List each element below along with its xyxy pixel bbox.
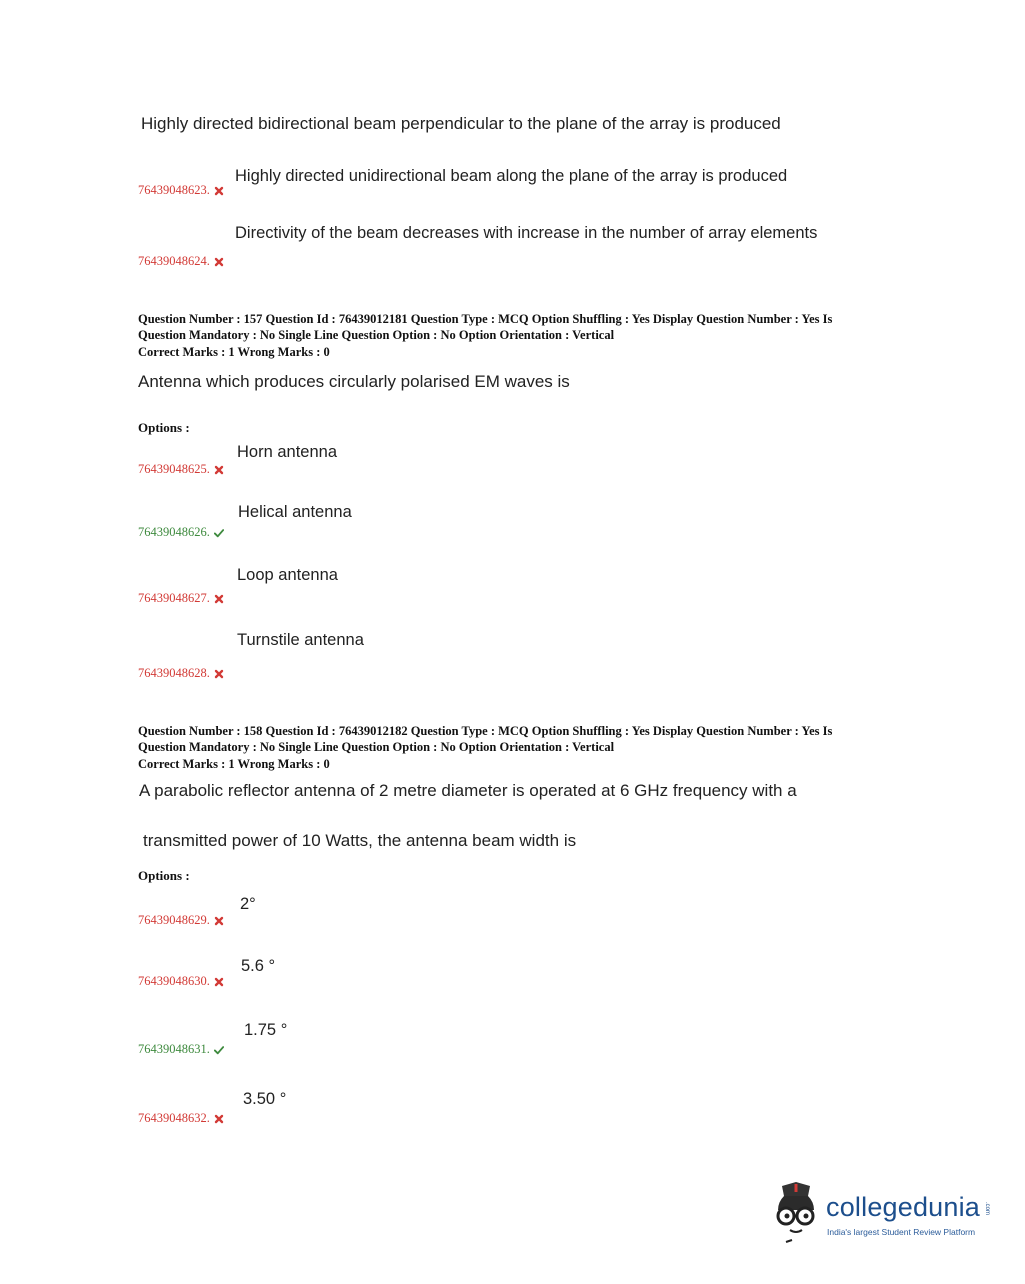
cross-icon (214, 465, 224, 475)
question-meta-line: Question Mandatory : No Single Line Question Option : No Option Orientation : Vertical (138, 328, 615, 342)
option-text: Helical antenna (238, 503, 352, 521)
brand-domain: .com (984, 1202, 990, 1216)
option-id-wrong (138, 591, 224, 606)
brand-name: collegedunia (826, 1192, 981, 1222)
cross-icon (214, 594, 224, 604)
cross-icon (214, 916, 224, 926)
option-id-label: 76439048630. (138, 974, 210, 988)
cross-icon (214, 257, 224, 267)
option-id-correct (138, 525, 224, 540)
previous-question-option-text: Highly directed bidirectional beam perpendicular to the plane of the array is produced (141, 114, 781, 133)
option-text: Highly directed unidirectional beam along the plane of the array is produced (235, 167, 788, 185)
option-text: Loop antenna (237, 566, 338, 584)
collegedunia-logo (766, 1178, 996, 1248)
options-label: Options : (138, 420, 190, 435)
option-id-label: 76439048624. (138, 254, 210, 268)
option-id-wrong (138, 254, 224, 269)
option-text: 5.6 ° (241, 957, 276, 975)
option-id-label: 76439048628. (138, 666, 210, 680)
option-id-label: 76439048626. (138, 525, 210, 539)
option-id-label: 76439048631. (138, 1042, 210, 1056)
option-id-wrong (138, 1111, 224, 1126)
check-icon (214, 528, 224, 538)
question-marks: Correct Marks : 1 Wrong Marks : 0 (138, 757, 330, 771)
question-meta-line: Question Number : 158 Question Id : 76439012182 Question Type : MCQ Option Shuffling : Yes Display Question Number : Yes Is (138, 724, 833, 738)
option-text: Horn antenna (237, 443, 337, 461)
option-id-label: 76439048625. (138, 462, 210, 476)
question-text: Antenna which produces circularly polarised EM waves is (138, 372, 570, 391)
option-id-wrong (138, 666, 224, 681)
question-text-continued: transmitted power of 10 Watts, the antenna beam width is (143, 831, 577, 850)
option-id-label: 76439048632. (138, 1111, 210, 1125)
option-id-wrong (138, 462, 224, 477)
cross-icon (214, 977, 224, 987)
option-text: 3.50 ° (243, 1090, 287, 1108)
option-id-correct (138, 1042, 224, 1057)
option-text: 1.75 ° (244, 1021, 288, 1039)
brand-tagline: India's largest Student Review Platform (827, 1227, 976, 1237)
question-meta (138, 311, 832, 343)
option-text: 2° (240, 895, 256, 913)
question-marks: Correct Marks : 1 Wrong Marks : 0 (138, 345, 330, 359)
mascot-icon (766, 1178, 826, 1246)
question-meta-line: Question Mandatory : No Single Line Question Option : No Option Orientation : Vertical (138, 740, 615, 754)
question-meta (138, 723, 832, 755)
question-meta-line: Question Number : 157 Question Id : 76439012181 Question Type : MCQ Option Shuffling : Yes Display Question Number : Yes Is (138, 312, 833, 326)
options-label: Options : (138, 868, 190, 883)
option-id-label: 76439048627. (138, 591, 210, 605)
cross-icon (214, 186, 224, 196)
option-id-label: 76439048623. (138, 183, 210, 197)
option-text: Directivity of the beam decreases with increase in the number of array elements (235, 224, 818, 242)
cross-icon (214, 669, 224, 679)
cross-icon (214, 1114, 224, 1124)
check-icon (214, 1045, 224, 1055)
option-id-wrong (138, 974, 224, 989)
option-id-wrong (138, 913, 224, 928)
option-text: Turnstile antenna (237, 631, 364, 649)
option-id-wrong (138, 183, 224, 198)
question-text: A parabolic reflector antenna of 2 metre diameter is operated at 6 GHz frequency with a (139, 781, 797, 800)
option-id-label: 76439048629. (138, 913, 210, 927)
